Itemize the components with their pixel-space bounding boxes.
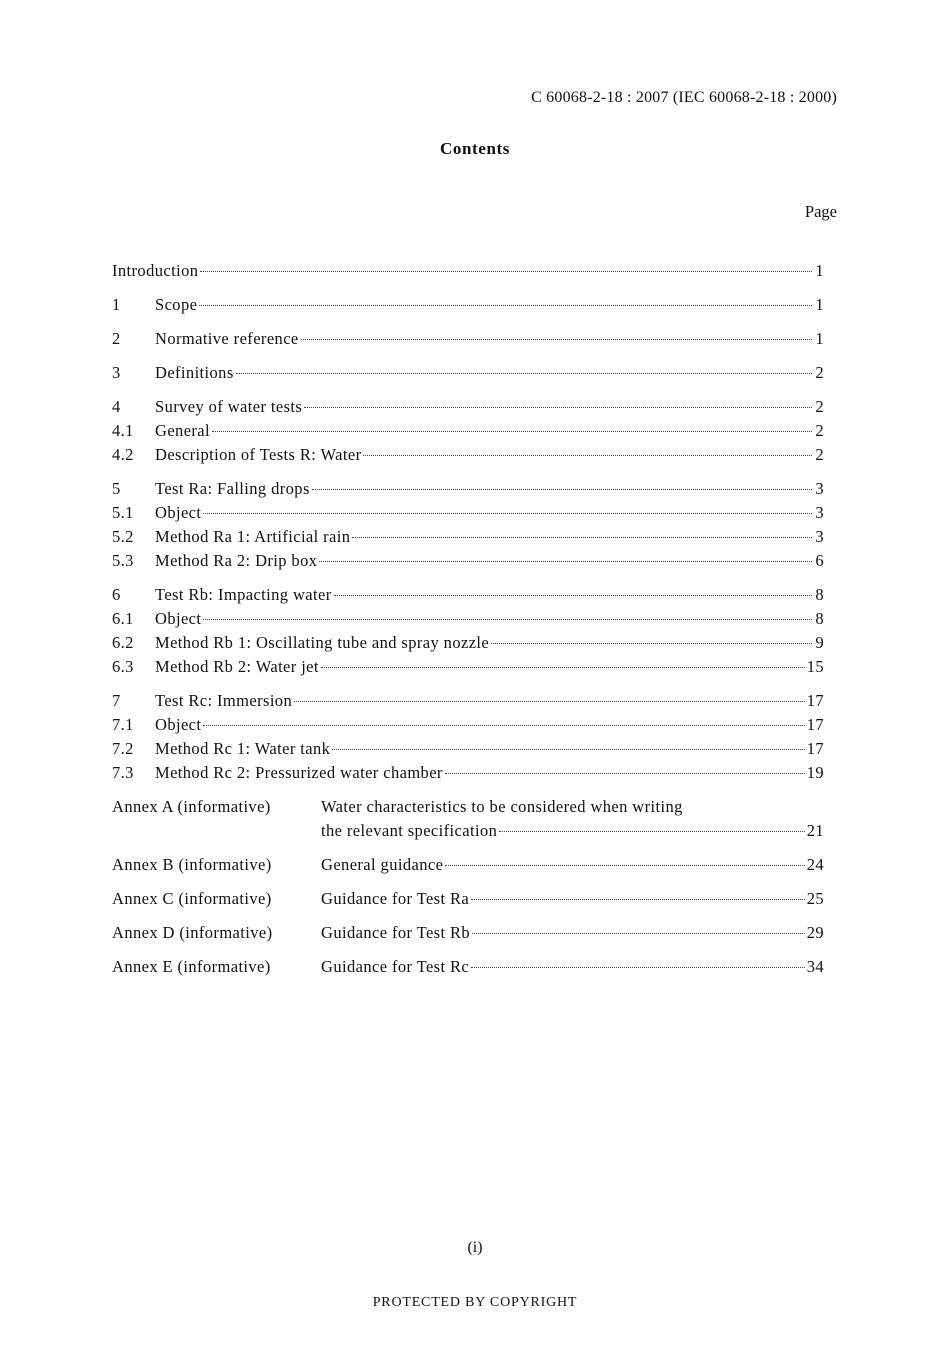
annex-title: Guidance for Test Ra — [321, 889, 470, 908]
dot-leader — [491, 643, 812, 644]
dot-leader — [212, 431, 812, 432]
toc-entry[interactable] — [112, 631, 824, 655]
table-of-contents — [112, 259, 824, 979]
toc-entry-number: 6.2 — [112, 633, 134, 652]
toc-entry-title: Scope — [155, 295, 198, 314]
toc-entry-number: 7 — [112, 691, 121, 710]
toc-entry-title: Definitions — [155, 363, 234, 382]
toc-entry-page: 15 — [806, 657, 824, 676]
toc-entry-page: 9 — [815, 633, 824, 652]
toc-entry-page: 3 — [815, 527, 824, 546]
dot-leader — [445, 773, 805, 774]
toc-entry-page: 1 — [815, 295, 824, 314]
annex-label: Annex C (informative) — [112, 889, 272, 908]
dot-leader — [332, 749, 804, 750]
dot-leader — [199, 305, 812, 306]
page-title: Contents — [440, 139, 510, 158]
toc-entry[interactable] — [112, 419, 824, 443]
toc-entry[interactable] — [112, 477, 824, 501]
toc-entry-page: 6 — [815, 551, 824, 570]
toc-entry[interactable] — [112, 259, 824, 283]
toc-entry-number: 5.3 — [112, 551, 134, 570]
toc-entry-title: Normative reference — [155, 329, 299, 348]
dot-leader — [203, 513, 812, 514]
toc-entry-page: 1 — [815, 261, 824, 280]
toc-entry-title: Object — [155, 609, 202, 628]
toc-entry-number: 2 — [112, 329, 121, 348]
annex-title: Water characteristics to be considered when writing — [321, 797, 683, 816]
toc-entry[interactable] — [112, 395, 824, 419]
toc-entry-page: 3 — [815, 503, 824, 522]
dot-leader — [203, 619, 812, 620]
toc-entry-title: Test Ra: Falling drops — [155, 479, 310, 498]
toc-entry-number: 7.1 — [112, 715, 134, 734]
toc-entry[interactable] — [112, 525, 824, 549]
annex-label: Annex D (informative) — [112, 923, 273, 942]
toc-entry-number: 6.3 — [112, 657, 134, 676]
dot-leader — [321, 667, 805, 668]
toc-entry-title: General — [155, 421, 211, 440]
toc-entry-page: 1 — [815, 329, 824, 348]
toc-entry[interactable] — [112, 737, 824, 761]
annex-title: Guidance for Test Rb — [321, 923, 471, 942]
toc-entry[interactable] — [112, 689, 824, 713]
toc-entry-page: 8 — [815, 609, 824, 628]
annex-title: Guidance for Test Rc — [321, 957, 470, 976]
toc-entry-page: 17 — [806, 739, 824, 758]
toc-entry-page: 17 — [806, 715, 824, 734]
toc-entry-number: 7.3 — [112, 763, 134, 782]
dot-leader — [363, 455, 812, 456]
dot-leader — [472, 933, 805, 934]
annex-entry[interactable] — [112, 853, 824, 877]
dot-leader — [236, 373, 812, 374]
toc-entry-title: Method Ra 1: Artificial rain — [155, 527, 351, 546]
dot-leader — [334, 595, 812, 596]
toc-entry-title: Method Rc 2: Pressurized water chamber — [155, 763, 443, 782]
dot-leader — [352, 537, 812, 538]
toc-entry[interactable] — [112, 361, 824, 385]
toc-entry[interactable] — [112, 501, 824, 525]
annex-label: Annex B (informative) — [112, 855, 272, 874]
toc-entry-number: 4.2 — [112, 445, 134, 464]
annex-page: 24 — [806, 855, 824, 874]
toc-entry-page: 8 — [815, 585, 824, 604]
toc-entry[interactable] — [112, 443, 824, 467]
toc-entry[interactable] — [112, 293, 824, 317]
toc-entry-page: 2 — [815, 397, 824, 416]
annex-entry[interactable] — [112, 955, 824, 979]
toc-entry-title: Survey of water tests — [155, 397, 303, 416]
toc-entry[interactable] — [112, 327, 824, 351]
annex-title: General guidance — [321, 855, 444, 874]
dot-leader — [312, 489, 812, 490]
toc-entry-page: 17 — [806, 691, 824, 710]
toc-entry-number: 6 — [112, 585, 121, 604]
dot-leader — [294, 701, 805, 702]
toc-entry-number: 3 — [112, 363, 121, 382]
toc-entry[interactable] — [112, 549, 824, 573]
toc-entry[interactable] — [112, 761, 824, 785]
toc-entry-number: 7.2 — [112, 739, 134, 758]
toc-entry-title: Introduction — [112, 261, 199, 280]
toc-entry[interactable] — [112, 583, 824, 607]
toc-entry-number: 5.1 — [112, 503, 134, 522]
page-column-label: Page — [804, 202, 837, 221]
annex-entry[interactable] — [112, 887, 824, 911]
toc-entry-title: Test Rb: Impacting water — [155, 585, 332, 604]
dot-leader — [471, 899, 805, 900]
toc-entry-title: Description of Tests R: Water — [155, 445, 362, 464]
footer-copyright: PROTECTED BY COPYRIGHT — [372, 1295, 578, 1310]
toc-entry-title: Test Rc: Immersion — [155, 691, 293, 710]
dot-leader — [499, 831, 804, 832]
toc-entry[interactable] — [112, 713, 824, 737]
toc-entry-page: 3 — [815, 479, 824, 498]
toc-entry[interactable] — [112, 655, 824, 679]
toc-entry-number: 5.2 — [112, 527, 134, 546]
toc-entry-page: 19 — [806, 763, 824, 782]
dot-leader — [200, 271, 812, 272]
annex-label: Annex A (informative) — [112, 797, 271, 816]
annex-entry[interactable] — [112, 921, 824, 945]
dot-leader — [319, 561, 812, 562]
annex-title-continued: the relevant specification — [321, 821, 498, 840]
toc-entry-number: 4 — [112, 397, 121, 416]
toc-entry-title: Method Rc 1: Water tank — [155, 739, 331, 758]
dot-leader — [471, 967, 805, 968]
dot-leader — [304, 407, 812, 408]
toc-entry[interactable] — [112, 607, 824, 631]
dot-leader — [203, 725, 804, 726]
toc-entry-number: 1 — [112, 295, 121, 314]
dot-leader — [445, 865, 804, 866]
annex-entry[interactable] — [112, 795, 824, 819]
toc-entry-number: 6.1 — [112, 609, 134, 628]
document-reference: C 60068-2-18 : 2007 (IEC 60068-2-18 : 2000) — [531, 89, 837, 106]
annex-page: 25 — [806, 889, 824, 908]
dot-leader — [301, 339, 812, 340]
toc-entry-title: Method Rb 1: Oscillating tube and spray nozzle — [155, 633, 490, 652]
toc-entry-page: 2 — [815, 445, 824, 464]
toc-entry-title: Object — [155, 503, 202, 522]
annex-page: 34 — [806, 957, 824, 976]
toc-entry-title: Object — [155, 715, 202, 734]
toc-entry-page: 2 — [815, 363, 824, 382]
toc-entry-number: 4.1 — [112, 421, 134, 440]
annex-page: 29 — [806, 923, 824, 942]
toc-entry-number: 5 — [112, 479, 121, 498]
toc-entry-title: Method Ra 2: Drip box — [155, 551, 318, 570]
toc-entry-title: Method Rb 2: Water jet — [155, 657, 319, 676]
toc-entry-page: 2 — [815, 421, 824, 440]
annex-label: Annex E (informative) — [112, 957, 271, 976]
footer-page-number: (i) — [467, 1239, 483, 1256]
annex-page: 21 — [806, 821, 824, 840]
annex-entry-continuation[interactable] — [112, 819, 824, 843]
